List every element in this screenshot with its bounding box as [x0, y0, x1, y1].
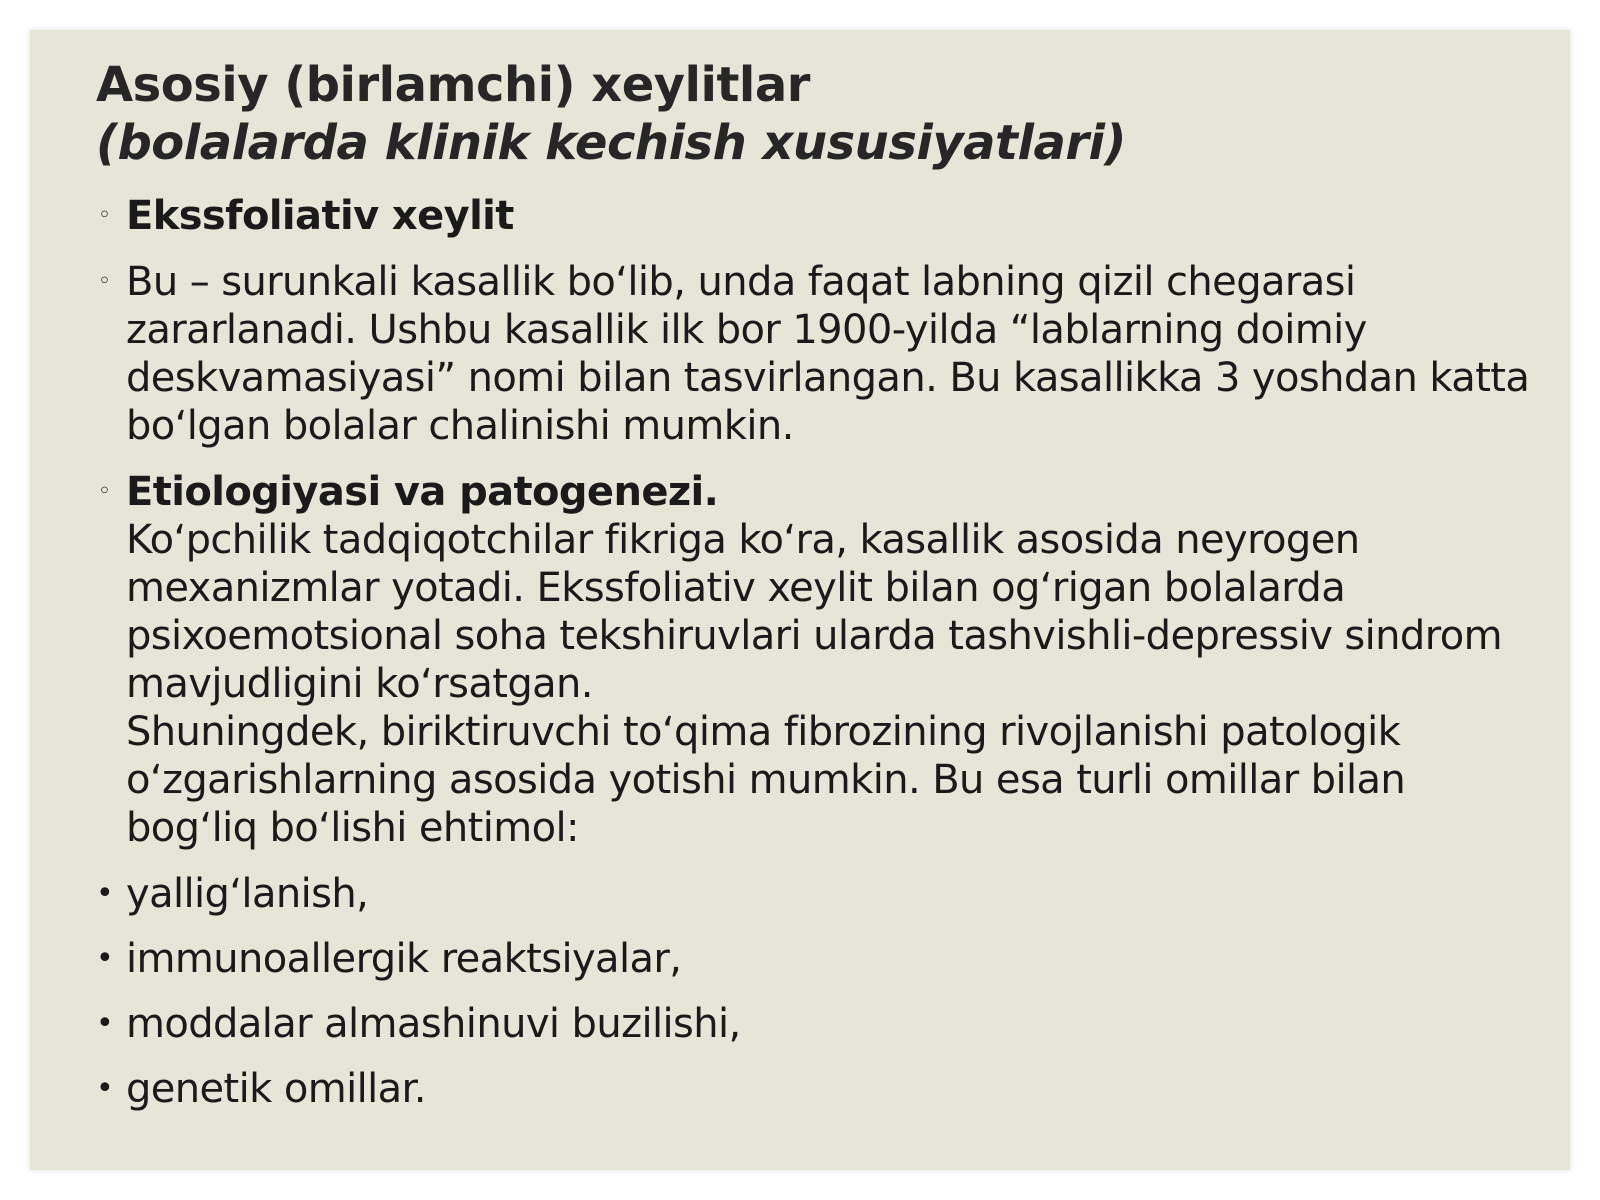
list-item-factor [96, 935, 1536, 983]
title-line-subtitle: (bolalarda klinik kechish xususiyatlari) [96, 115, 1126, 171]
item-heading: Etiologiyasi va patogenezi. [126, 469, 719, 515]
list-item-factor [96, 1000, 1536, 1048]
factor-text: immunoallergik reaktsiyalar, [126, 936, 682, 982]
list-item-definition [96, 258, 1536, 450]
item-paragraph: Shuningdek, biriktiruvchi toʻqima fibrozining rivojlanishi patologik oʻzgarishlarning asosida yotishi mumkin. Bu esa turli omillar bilan bogʻliq boʻlishi ehtimol: [126, 709, 1406, 851]
circle-bullet-icon: ◦ [98, 269, 111, 294]
factor-text: genetik omillar. [126, 1066, 426, 1112]
list-item-factor [96, 1065, 1536, 1113]
dot-bullet-icon: • [96, 1006, 114, 1041]
list-item-factor [96, 870, 1536, 918]
item-text: Bu – surunkali kasallik boʻlib, unda faqat labning qizil chegarasi zararlanadi. Ushbu kasallik ilk bor 1900-yilda “lablarning doimiy deskvamasiyasi” nomi bilan tasvirlangan. Bu kasallikka 3 yoshdan katta boʻlgan bolalar chalinishi mumkin. [126, 259, 1530, 449]
slide-title [96, 56, 1496, 172]
dot-bullet-icon: • [96, 941, 114, 976]
circle-bullet-icon: ◦ [98, 203, 111, 228]
dot-bullet-icon: • [96, 1071, 114, 1106]
slide-content [96, 192, 1536, 1130]
list-item-etiology [96, 468, 1536, 852]
dot-bullet-icon: • [96, 876, 114, 911]
list-item-ekssfoliativ [96, 192, 1536, 240]
circle-bullet-icon: ◦ [98, 479, 111, 504]
factor-text: moddalar almashinuvi buzilishi, [126, 1001, 741, 1047]
title-line-main: Asosiy (birlamchi) xeylitlar [96, 57, 810, 113]
item-heading: Ekssfoliativ xeylit [126, 193, 514, 239]
item-paragraph: Koʻpchilik tadqiqotchilar fikriga koʻra, kasallik asosida neyrogen mexanizmlar yotadi. Ekssfoliativ xeylit bilan ogʻrigan bolalarda psixoemotsional soha tekshiruvlari ularda tashvishli-depressiv sindrom mavjudligini koʻrsatgan. [126, 517, 1502, 707]
slide [30, 30, 1570, 1170]
factor-text: yalligʻlanish, [126, 871, 369, 917]
